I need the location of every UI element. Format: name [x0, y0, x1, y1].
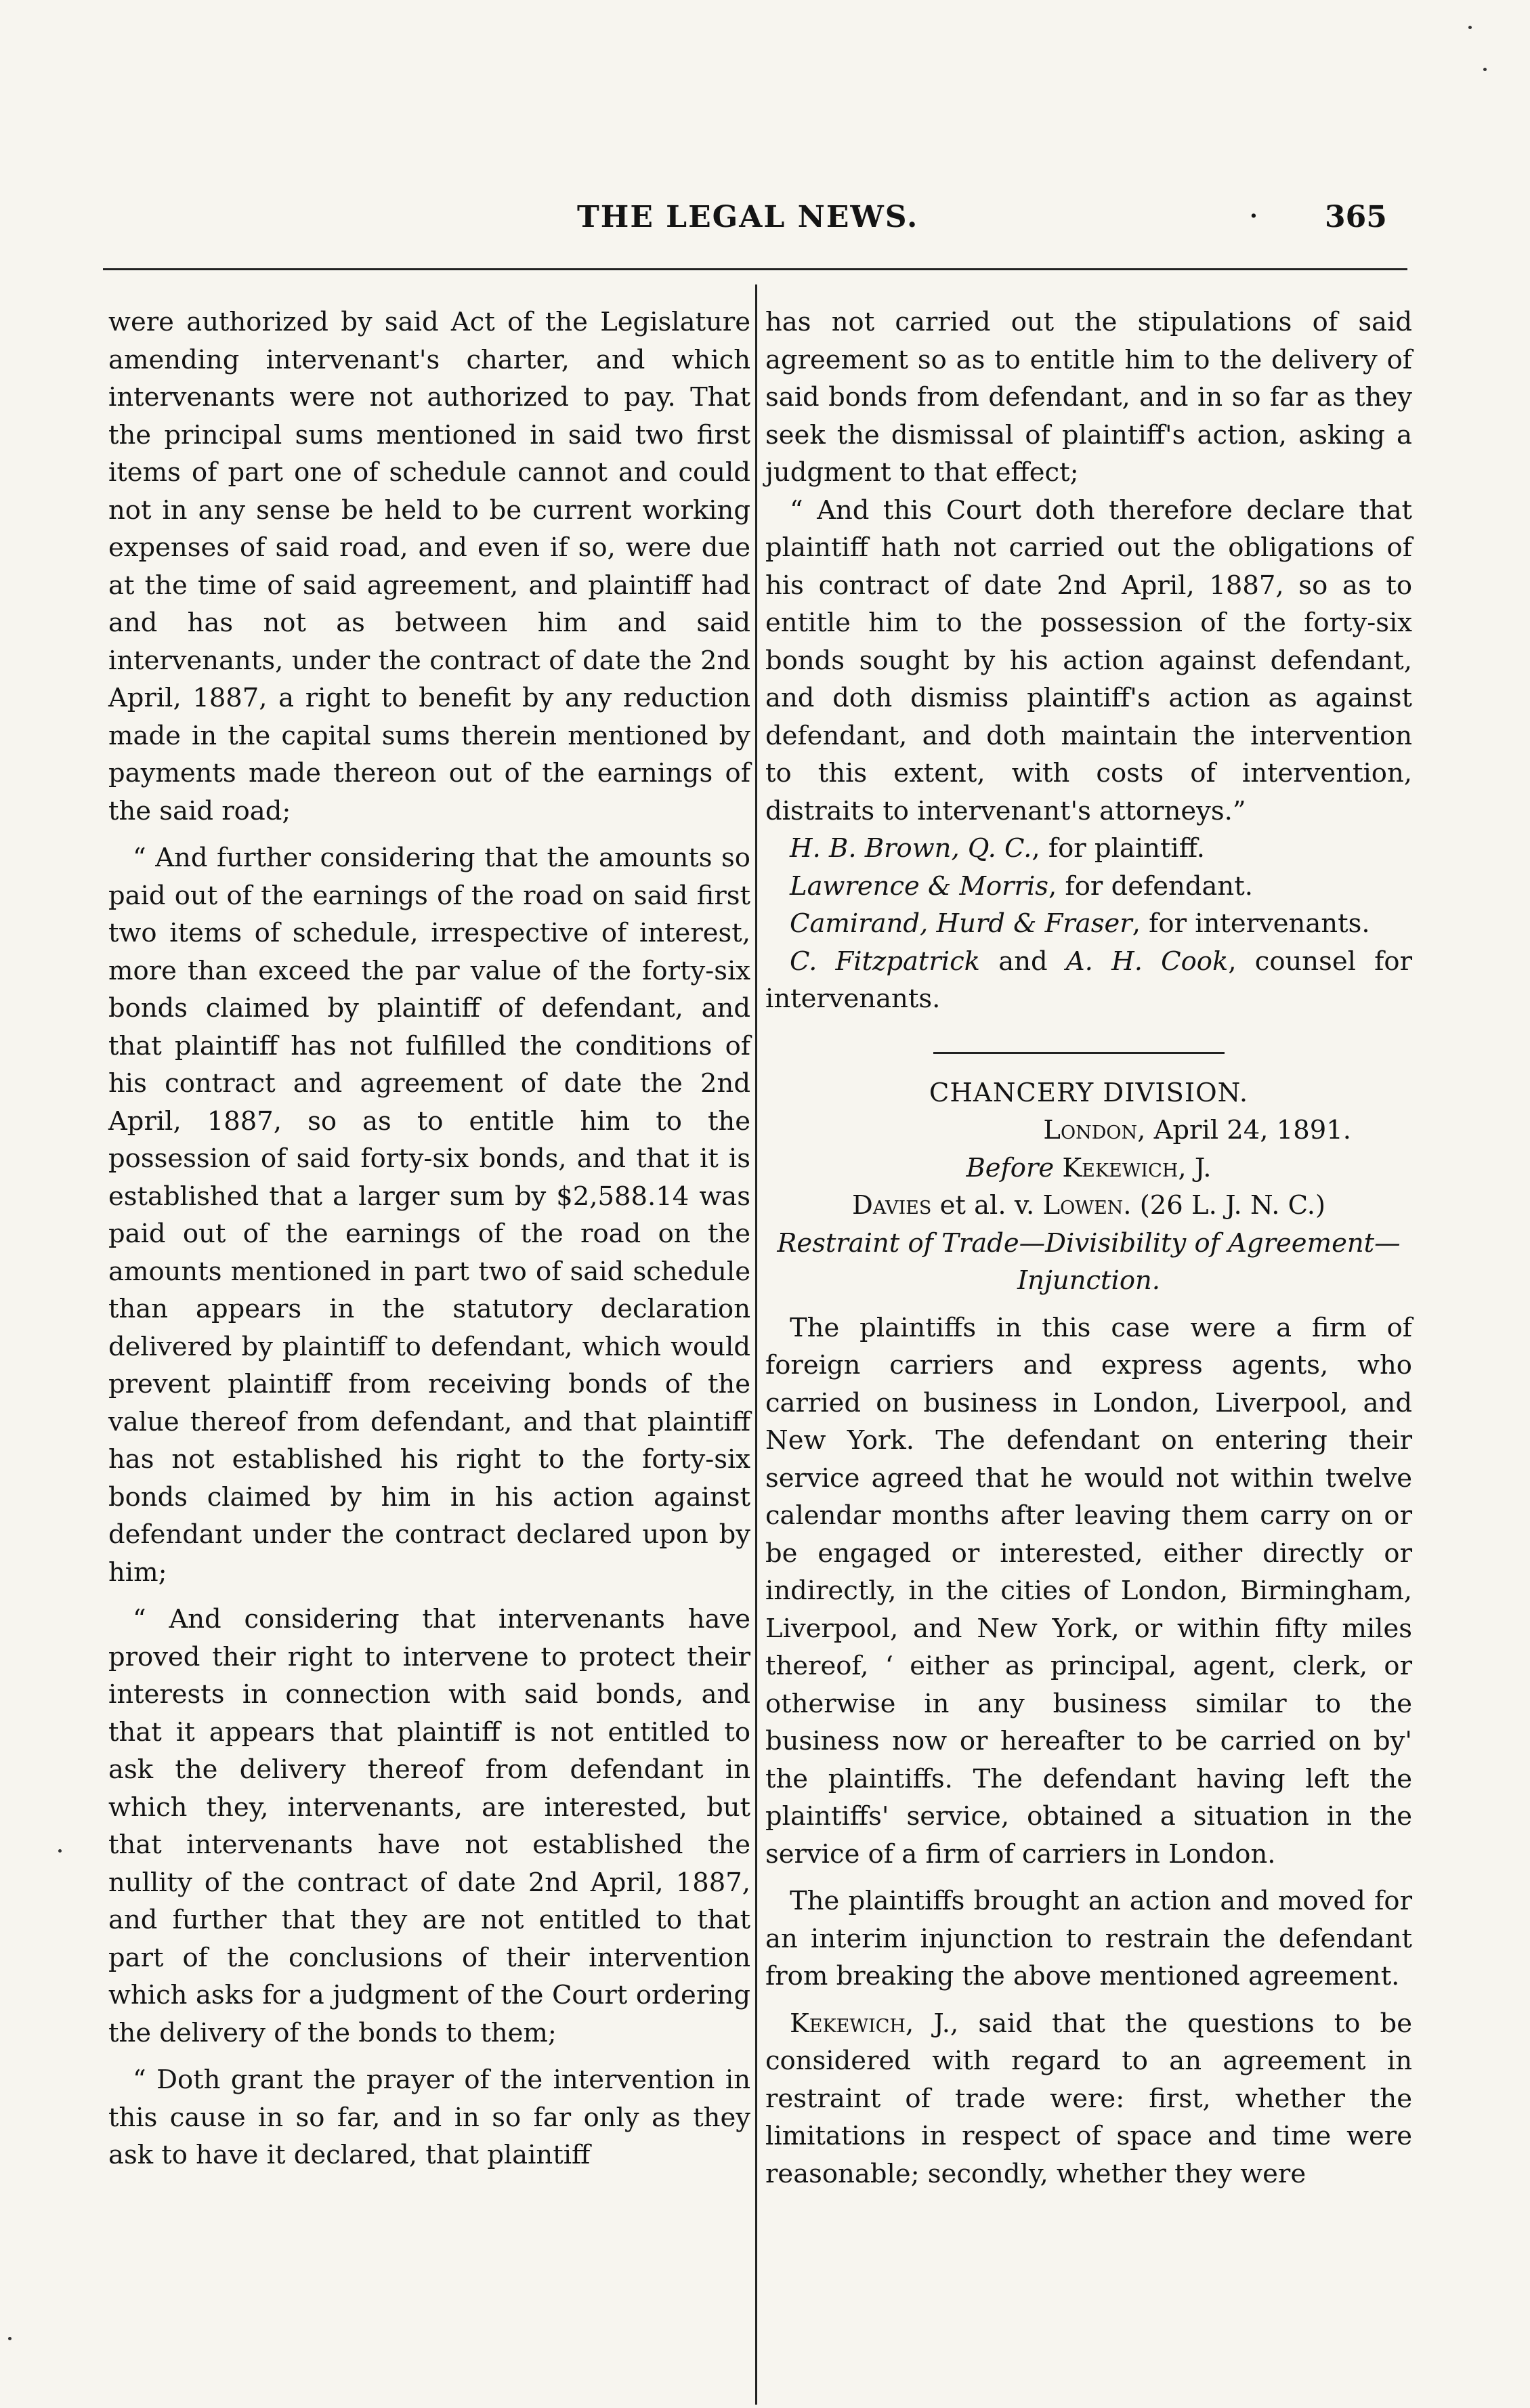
right-column [765, 303, 1412, 2193]
case-subject: Restraint of Trade—Divisibility of Agreement—Injunction. [777, 1227, 1401, 1296]
counsel-intervenants: Camirand, Hurd & Fraser, for intervenants. [790, 908, 1370, 939]
case-body-2: The plaintiffs brought an action and moved for an interim injunction to restrain the defendant from breaking the above mentioned agreement. [765, 1886, 1412, 1991]
right-paragraph-2: “ And this Court doth therefore declare that plaintiff hath not carried out the obligations of his contract of date 2nd April, 1887, so as to entitle him to the possession of the forty-six bonds sought by his action against defendant, and doth dismiss plaintiff's action as against defendant, and doth maintain the intervention to this extent, with costs of intervention, distraits to intervenant's attorneys.” [765, 494, 1412, 826]
paper-speck [8, 2337, 12, 2340]
left-paragraph-2: “ And further considering that the amounts so paid out of the earnings of the road on said first two items of schedule, irrespective of interest, more than exceed the par value of the forty-six bonds claimed by plaintiff of defendant, and that plaintiff has not fulfilled the conditions of his contract and agreement of date the 2nd April, 1887, so as to entitle him to the possession of said forty-six bonds, and that it is established that a larger sum by $2,588.14 was paid out of the earnings of the road on the amounts mentioned in part two of said schedule than appears in the statutory declaration delivered by plaintiff to defendant, which would prevent plaintiff from receiving bonds of the value thereof from defendant, and that plaintiff has not established his right to the forty-six bonds claimed by him in his action against defendant under the contract declared upon by him; [108, 843, 750, 1588]
case-body-1: The plaintiffs in this case were a firm of foreign carriers and express agents, who carried on business in London, Liverpool, and New York. The defendant on entering their service agreed that he would not within twelve calendar months after leaving them carry on or be engaged or interested, either directly or indirectly, in the cities of London, Birmingham, Liverpool, and New York, or within fifty miles thereof, ‘ either as principal, agent, clerk, or otherwise in any business similar to the business now or hereafter to be carried on by' the plaintiffs. The defendant having left the plaintiffs' service, obtained a situation in the service of a firm of carriers in London. [765, 1312, 1412, 1870]
page-number: 365 [1325, 200, 1387, 234]
before-judge: Before Kekewich, J. [966, 1152, 1212, 1183]
counsel-plaintiff: H. B. Brown, Q. C., for plaintiff. [790, 833, 1205, 864]
case-name: Davies et al. v. Lowen. (26 L. J. N. C.) [851, 1190, 1326, 1221]
column-divider [755, 284, 757, 2405]
left-column [108, 303, 750, 2174]
dateline: London, April 24, 1891. [1043, 1115, 1351, 1145]
running-header [0, 200, 1530, 247]
journal-title: THE LEGAL NEWS. [577, 200, 919, 234]
judgment-paragraph: Kekewich, J., said that the questions to be considered with regard to an agreement in restraint of trade were: first, whether the limitations in respect of space and time were reasonable; secondly, whether they were [765, 2008, 1412, 2189]
left-paragraph-3: “ And considering that intervenants have proved their right to intervene to protect their interests in connection with said bonds, and that it appears that plaintiff is not entitled to ask the delivery thereof from defendant in which they, intervenants, are interested, but that intervenants have not established the nullity of the contract of date 2nd April, 1887, and further that they are not entitled to that part of the conclusions of their intervention which asks for a judgment of the Court ordering the delivery of the bonds to them; [108, 1604, 750, 2048]
counsel-for-intervenants: C. Fitzpatrick and A. H. Cook, counsel for intervenants. [765, 946, 1413, 1014]
section-separator [933, 1052, 1225, 1054]
left-paragraph-4: “ Doth grant the prayer of the intervention in this cause in so far, and in so far only as they ask to have it declared, that plaintiff [108, 2065, 750, 2170]
left-paragraph-1: were authorized by said Act of the Legislature amending intervenant's charter, and which intervenants were not authorized to pay. That the principal sums mentioned in said two first items of part one of schedule cannot and could not in any sense be held to be current working expenses of said road, and even if so, were due at the time of said agreement, and plaintiff had and has not as between him and said intervenants, under the contract of date the 2nd April, 1887, a right to benefit by any reduction made in the capital sums therein mentioned by payments made thereon out of the earnings of the said road; [108, 307, 750, 826]
header-rule [103, 268, 1407, 270]
paper-speck [1483, 68, 1487, 71]
paper-speck [1468, 26, 1472, 29]
paper-speck [58, 1849, 62, 1853]
right-paragraph-1: has not carried out the stipulations of said agreement so as to entitle him to the delivery of said bonds from defendant, and in so far as they seek the dismissal of plaintiff's action, asking a judgment to that effect; [765, 307, 1412, 488]
counsel-defendant: Lawrence & Morris, for defendant. [790, 870, 1253, 902]
header-dot: · [1250, 203, 1258, 230]
section-heading: CHANCERY DIVISION. [929, 1077, 1249, 1108]
